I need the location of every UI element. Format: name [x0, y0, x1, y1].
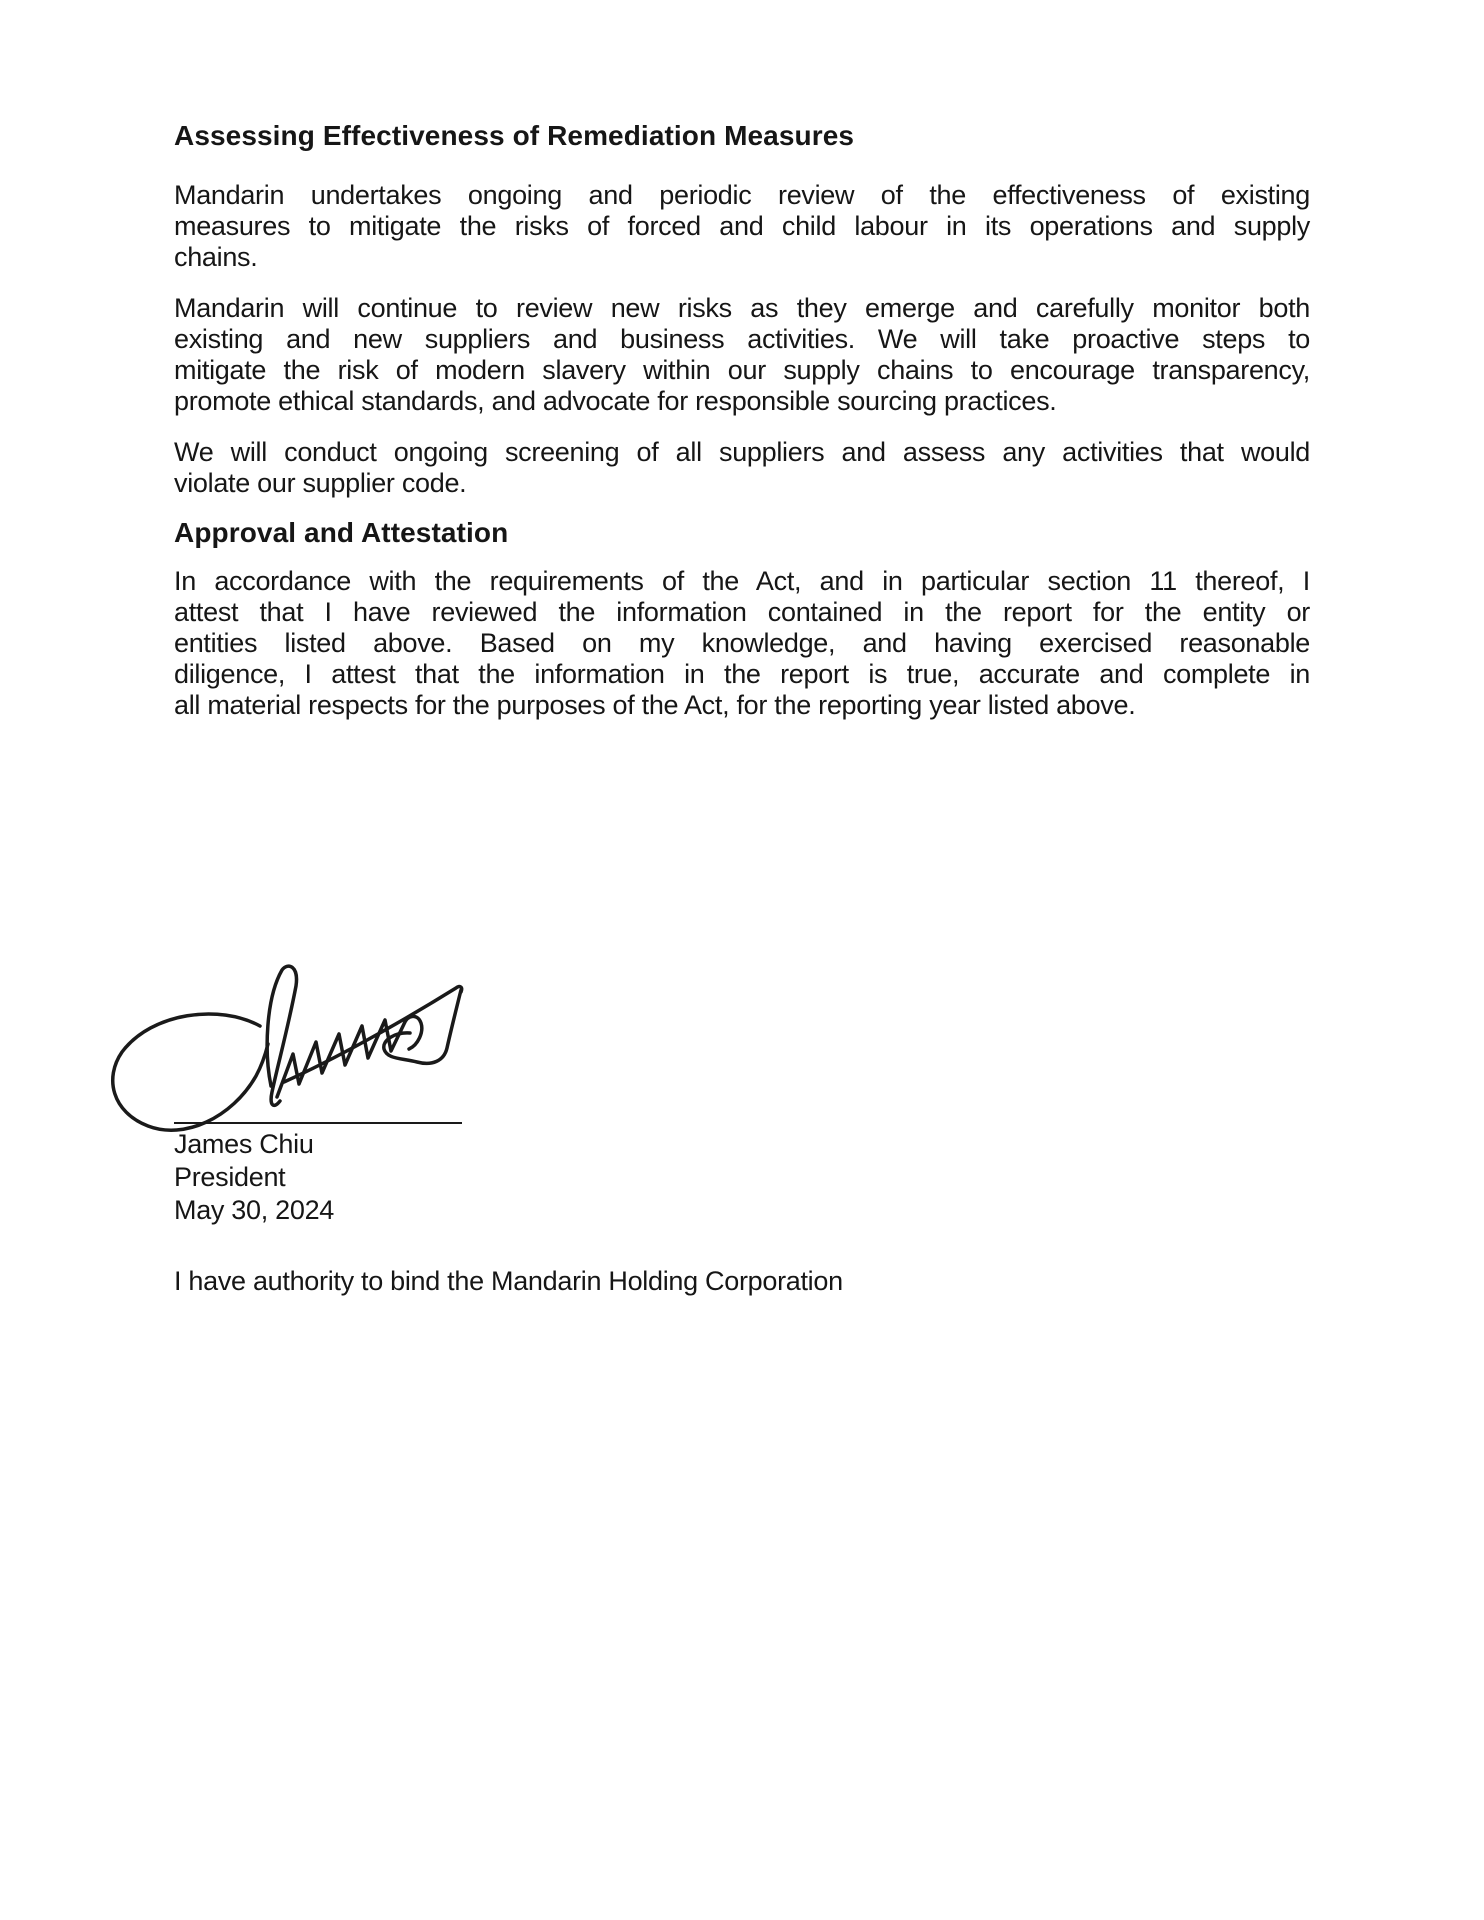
signatory-details [174, 1128, 1310, 1227]
paragraph-line: violate our supplier code. [174, 468, 467, 498]
section-heading-remediation: Assessing Effectiveness of Remediation Measures [174, 120, 855, 151]
authority-statement: I have authority to bind the Mandarin Holding Corporation [174, 1266, 843, 1296]
paragraph-line: entities listed above. Based on my knowledge, and having exercised reasonable [174, 628, 1310, 658]
document-body [174, 120, 1310, 1298]
paragraph-line: measures to mitigate the risks of forced and child labour in its operations and supply [174, 211, 1310, 241]
paragraph-line: In accordance with the requirements of the Act, and in particular section 11 thereof, I [174, 566, 1310, 596]
paragraph-line: existing and new suppliers and business activities. We will take proactive steps to [174, 324, 1310, 354]
paragraph-line: promote ethical standards, and advocate for responsible sourcing practices. [174, 386, 1057, 416]
signatory-name: James Chiu [174, 1129, 314, 1159]
paragraph-line: diligence, I attest that the information in the report is true, accurate and complete in [174, 659, 1310, 689]
paragraph-remediation-review [174, 180, 1310, 273]
signature-line [174, 1122, 462, 1124]
paragraph-line: Mandarin will continue to review new risks as they emerge and carefully monitor both [174, 293, 1310, 323]
paragraph-line: mitigate the risk of modern slavery within our supply chains to encourage transparency, [174, 355, 1310, 385]
paragraph-supplier-screening [174, 437, 1310, 499]
paragraph-attestation [174, 566, 1310, 721]
handwritten-signature [90, 960, 470, 1156]
paragraph-line: chains. [174, 242, 258, 272]
paragraph-new-risks [174, 293, 1310, 417]
section-heading-attestation: Approval and Attestation [174, 517, 509, 548]
paragraph-line: all material respects for the purposes of the Act, for the reporting year listed above. [174, 690, 1136, 720]
signature-block [174, 1122, 1310, 1298]
signature-date: May 30, 2024 [174, 1195, 335, 1225]
paragraph-line: Mandarin undertakes ongoing and periodic review of the effectiveness of existing [174, 180, 1310, 210]
paragraph-line: attest that I have reviewed the information contained in the report for the entity or [174, 597, 1310, 627]
paragraph-line: We will conduct ongoing screening of all suppliers and assess any activities that would [174, 437, 1310, 467]
signatory-title: President [174, 1162, 286, 1192]
